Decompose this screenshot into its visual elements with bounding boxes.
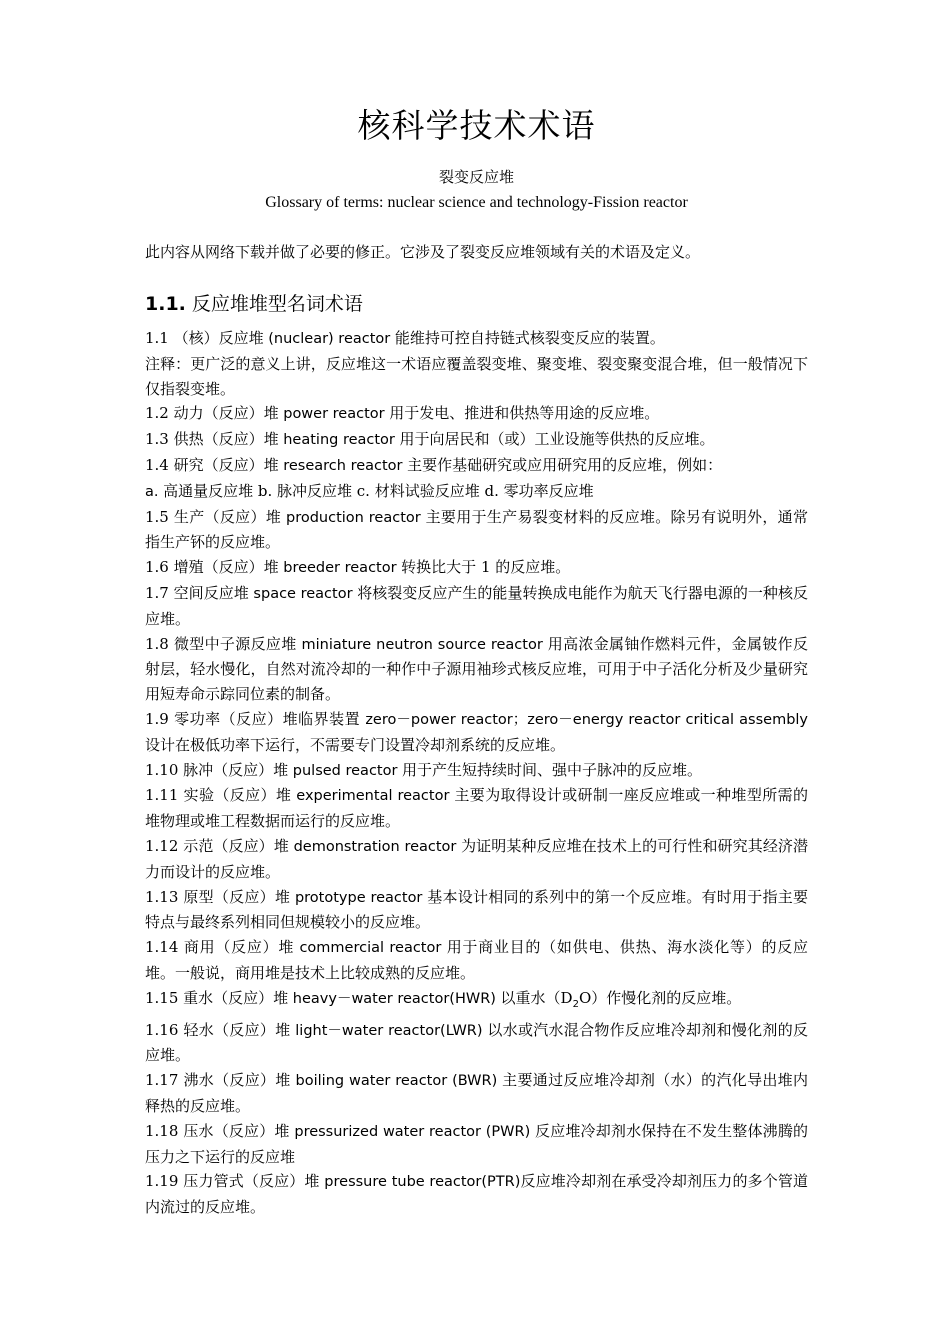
document-page [145,0,808,1220]
section-title: 反应堆堆型名词术语 [185,293,363,315]
term-definition: 用于发电、推进和供热等用途的反应堆。 [389,404,660,423]
term-definition: 用于向居民和（或）工业设施等供热的反应堆。 [399,430,715,449]
term-chinese: 1.12 示范（反应）堆 [145,836,289,855]
term-entry [145,758,808,784]
term-english: miniature neutron source reactor [296,636,548,653]
term-definition: 设计在极低功率下运行，不需要专门设置冷却剂系统的反应堆。 [145,735,566,754]
term-chinese: 1.5 生产（反应）堆 [145,507,282,526]
term-definition: 主要作基础研究或应用研究用的反应堆，例如： [407,455,723,474]
term-entry [145,834,808,885]
term-english: heavy－water reactor(HWR) [288,990,501,1007]
intro-paragraph: 此内容从网络下载并做了必要的修正。它涉及了裂变反应堆领域有关的术语及定义。 [145,243,701,261]
term-chinese: 1.18 压水（反应）堆 [145,1121,290,1140]
term-entry [145,401,808,427]
term-english: power reactor [278,406,390,423]
term-definition: 以水或汽水混合物作反应堆冷却剂和慢化剂的反应堆。 [145,1020,808,1065]
term-definition: 主要用于生产易裂变材料的反应堆。除另有说明外，通常指生产钚的反应堆。 [145,507,808,552]
term-definition: 为证明某种反应堆在技术上的可行性和研究其经济潜力而设计的反应堆。 [145,836,808,881]
term-english: prototype reactor [290,889,428,906]
term-entry [145,707,808,758]
term-entry [145,783,808,834]
term-chinese: 1.15 重水（反应）堆 [145,988,289,1007]
subtitle-english: Glossary of terms: nuclear science and technology-Fission reactor [265,194,688,211]
term-chinese: 1.9 零功率（反应）堆临界装置 [145,709,361,728]
term-entry [145,632,808,707]
term-definition-cont: O）作慢化剂的反应堆。 [578,988,742,1007]
term-english: zero－power reactor；zero－energy reactor critical assembly [360,711,809,728]
term-chinese: 1.10 脉冲（反应）堆 [145,760,289,779]
term-chinese: 1.17 沸水（反应）堆 [145,1071,291,1090]
term-entry [145,935,808,986]
term-chinese: 1.14 商用（反应）堆 [145,938,295,957]
term-definition: 注释：更广泛的意义上讲，反应堆这一术语应覆盖裂变堆、聚变堆、裂变聚变混合堆，但一般情况下仅指裂变堆。 [145,354,808,398]
term-english: experimental reactor [291,788,455,805]
term-definition: 基本设计相同的系列中的第一个反应堆。有时用于指主要特点与最终系列相同但规模较小的反应堆。 [145,887,808,932]
term-chinese: 1.8 微型中子源反应堆 [145,634,297,653]
term-entry [145,885,808,936]
subtitle-chinese: 裂变反应堆 [438,168,514,186]
term-list [145,326,808,1220]
term-entry [145,581,808,632]
term-chinese: 1.19 压力管式（反应）堆 [145,1172,320,1191]
section-number: 1.1. [145,293,186,315]
term-entry [145,505,808,556]
term-entry [145,1169,808,1220]
term-definition: 主要为取得设计或研制一座反应堆或一种堆型所需的堆物理或堆工程数据而运行的反应堆。 [145,786,808,831]
term-definition: 能维持可控自持链式核裂变反应的装置。 [394,329,665,347]
section-heading [145,290,808,318]
term-english: heating reactor [278,432,400,449]
term-definition: 反应堆冷却剂水保持在不发生整体沸腾的压力之下运行的反应堆 [145,1121,808,1166]
term-entry [145,1068,808,1119]
term-english: breeder reactor [278,560,402,577]
term-chinese: 1.4 研究（反应）堆 [145,455,279,474]
term-chinese: 1.1 （核）反应堆 [145,329,264,347]
term-entry [145,352,808,402]
subscript: 2 [572,998,579,1010]
term-definition: 用于产生短持续时间、强中子脉冲的反应堆。 [402,760,703,779]
document-title: 核科学技术术语 [357,106,596,145]
term-entry [145,986,808,1018]
term-definition: 转换比大于 1 的反应堆。 [401,558,571,577]
term-entry [145,453,808,479]
term-entry [145,427,808,453]
term-definition: 反应堆冷却剂在承受冷却剂压力的多个管道内流过的反应堆。 [145,1172,809,1217]
term-chinese: 1.13 原型（反应）堆 [145,887,291,906]
term-english: research reactor [278,457,408,474]
term-entry [145,479,808,505]
term-definition: 用高浓金属铀作燃料元件，金属铍作反射层，轻水慢化，自然对流冷却的一种作中子源用袖珍式核反应堆，可用于中子活化分析及少量研究用短寿命示踪同位素的制备。 [145,634,808,704]
term-english: pressure tube reactor(PTR) [319,1174,521,1191]
term-english: space reactor [248,585,358,602]
term-definition: 将核裂变反应产生的能量转换成电能作为航天飞行器电源的一种核反应堆。 [145,583,808,628]
term-chinese: 1.16 轻水（反应）堆 [145,1020,291,1039]
term-entry [145,555,808,581]
term-chinese: 1.11 实验（反应）堆 [145,786,292,805]
term-english: boiling water reactor (BWR) [290,1073,503,1090]
term-entry [145,326,808,352]
term-english: pulsed reactor [288,762,403,779]
term-definition: 主要通过反应堆冷却剂（水）的汽化导出堆内释热的反应堆。 [145,1071,808,1115]
term-chinese: 1.3 供热（反应）堆 [145,430,279,449]
term-english: (nuclear) reactor [263,331,395,347]
term-english: a. [145,483,164,500]
term-chinese: 1.6 增殖（反应）堆 [145,558,279,577]
term-english: production reactor [281,509,426,526]
term-english: light－water reactor(LWR) [290,1022,488,1039]
term-english: commercial reactor [294,940,447,957]
term-chinese: 1.7 空间反应堆 [145,583,249,602]
term-entry [145,1119,808,1170]
term-english: demonstration reactor [288,838,462,855]
term-english: pressurized water reactor (PWR) [289,1123,536,1140]
term-definition: 以重水（D [500,988,573,1007]
term-definition: 用于商业目的（如供电、供热、海水淡化等）的反应堆。一般说，商用堆是技术上比较成熟的反应堆。 [145,938,809,982]
term-definition: 高通量反应堆 b. 脉冲反应堆 c. 材料试验反应堆 d. 零功率反应堆 [163,481,594,500]
term-entry [145,1018,808,1069]
term-chinese: 1.2 动力（反应）堆 [145,404,279,423]
